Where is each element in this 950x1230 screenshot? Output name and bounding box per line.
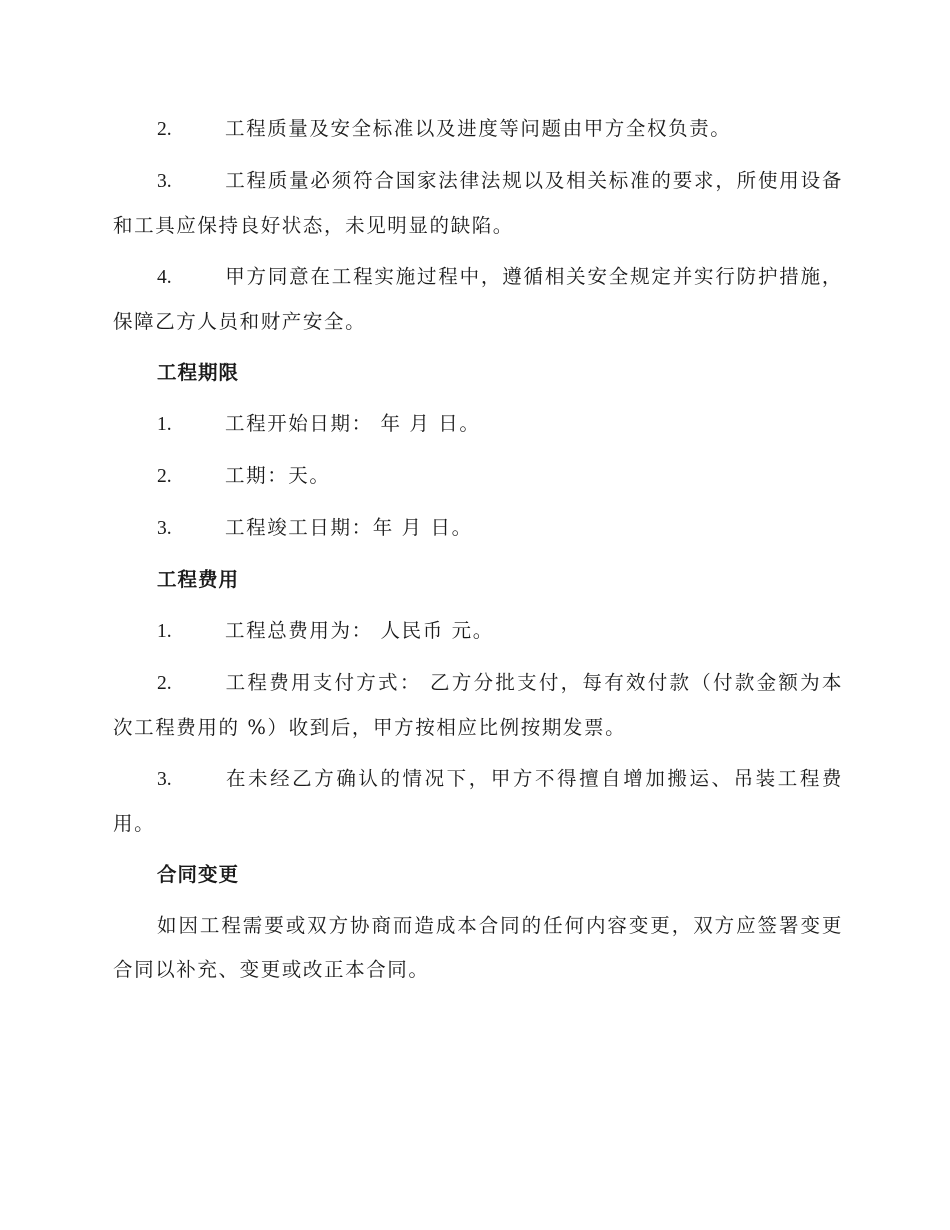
list-item: [113, 159, 843, 248]
item-text: 甲方同意在工程实施过程中，遵循相关安全规定并实行防护措施，保障乙方人员和财产安全。: [113, 265, 843, 333]
item-text: 工程质量及安全标准以及进度等问题由甲方全权负责。: [225, 117, 732, 140]
item-number: 3.: [157, 171, 172, 192]
list-item: [113, 454, 843, 499]
item-text: 工程质量必须符合国家法律法规以及相关标准的要求，所使用设备和工具应保持良好状态，未见明显的缺陷。: [113, 169, 843, 237]
document-body: [113, 107, 843, 999]
list-item: [113, 757, 843, 846]
list-item: [113, 609, 843, 654]
list-item: [113, 255, 843, 344]
section-heading-period: 工程期限: [157, 361, 240, 384]
item-number: 1.: [157, 621, 172, 642]
item-number: 2.: [157, 673, 172, 694]
list-item: [113, 661, 843, 750]
item-text: 工程费用支付方式： 乙方分批支付，每有效付款（付款金额为本次工程费用的 %）收到后，甲方按相应比例按期发票。: [113, 671, 843, 739]
section-heading-cost: 工程费用: [157, 568, 240, 591]
item-number: 2.: [157, 466, 172, 487]
section-heading-change: 合同变更: [157, 863, 240, 886]
item-text: 工期：天。: [225, 464, 331, 487]
change-paragraph: 如因工程需要或双方协商而造成本合同的任何内容变更，双方应签署变更合同以补充、变更或改正本合同。: [113, 914, 843, 981]
item-text: 工程开始日期： 年 月 日。: [225, 412, 481, 435]
item-number: 3.: [157, 518, 172, 539]
list-item: [113, 506, 843, 551]
item-text: 工程竣工日期：年 月 日。: [225, 516, 473, 539]
item-text: 工程总费用为： 人民币 元。: [225, 619, 494, 642]
item-number: 3.: [157, 769, 172, 790]
item-number: 1.: [157, 414, 172, 435]
list-item: [113, 107, 843, 152]
item-text: 在未经乙方确认的情况下，甲方不得擅自增加搬运、吊装工程费用。: [113, 767, 843, 835]
list-item: [113, 402, 843, 447]
item-number: 4.: [157, 267, 172, 288]
item-number: 2.: [157, 119, 172, 140]
